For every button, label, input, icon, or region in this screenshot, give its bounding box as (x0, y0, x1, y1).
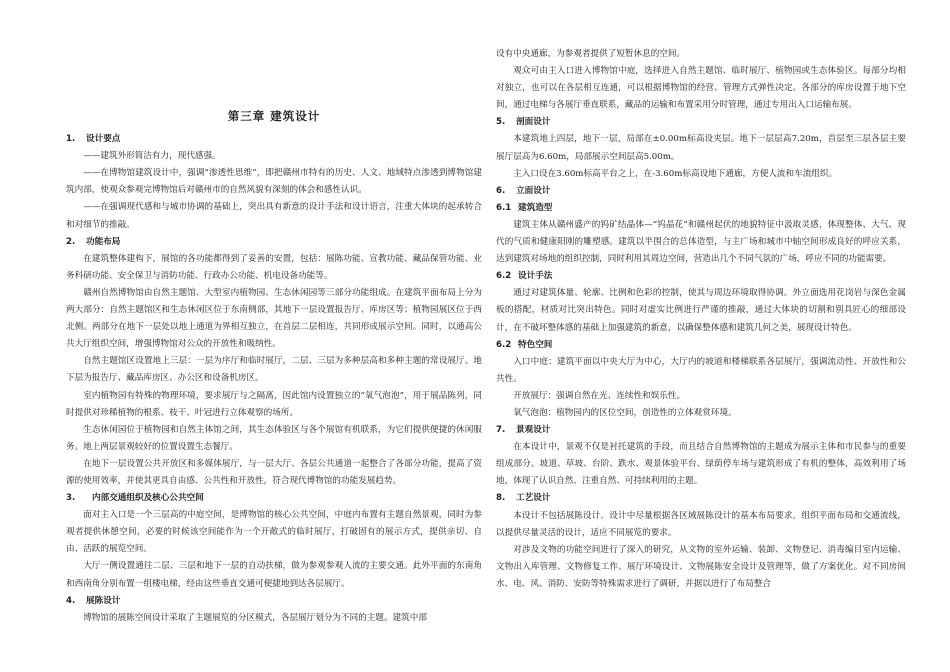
section-heading-2: 2. 功能布局 (66, 236, 121, 247)
paragraph: 观众可由主入口进入博物馆中庭，选择进入自然主题馆、临时展厅、植物园或生态体验区。每部分均相对独立，也可以在各层相互连通，可以根据博物馆的经营、管理方式弹性决定。各部分的库房设置于地下空间，通过电梯与各展厅垂直联系，藏品的运输和布置采用分时管理，通过专用出入口运输布展。 (496, 66, 906, 111)
section-heading-6-2: 6.2 设计手法 (496, 271, 553, 282)
paragraph: 主入口设在3.60m标高平台之上，在-3.60m标高设地下通廊，方便人流和车流组织。 (513, 168, 838, 179)
paragraph: 对涉及文物的功能空间进行了深入的研究，从文物的室外运输、装卸、文物登记、消毒编目室内运输、文物出入库管理、文物修复工作、展厅环境设计、文物展陈安全设计及管理等，做了方案优化。对不同房间水、电、风、消防、安防等特殊需求进行了调研，并据以进行了布局整合 (496, 544, 906, 589)
paragraph: 开放展厅：强调自然在光、连续性和娱乐性。 (513, 390, 686, 401)
section-heading-6-1: 6.1 建筑造型 (496, 202, 553, 213)
section-heading-8: 8. 工艺设计 (496, 493, 551, 504)
paragraph: 本建筑地上四层，地下一层，局部在±0.00m标高设夹层。地下一层层高7.20m，首层至三层各层主要展厅层高为6.60m，局部展示空间层高5.00m。 (496, 134, 906, 162)
paragraph: 氧气泡泡：植物园内的区位空间，创造性的立体观赏环境。 (513, 407, 737, 418)
section-heading-6-3: 6.2 特色空间 (496, 339, 553, 350)
paragraph: 博物馆的展陈空间设计采取了主题展览的分区模式，各层展厅划分为不同的主题。建筑中部 (83, 612, 427, 623)
section-heading-6: 6. 立面设计 (496, 185, 551, 196)
paragraph-continued: 设有中央通廊，为参观者提供了短暂休息的空间。 (496, 49, 686, 59)
paragraph: ——建筑外形简洁有力，现代感强。 (83, 151, 221, 162)
paragraph: 建筑主体从赣州盛产的钨矿结晶体—“钨晶花”和赣州起伏的地貌特征中汲取灵感，体现整体、大气、现代的气质和健康阳刚的雕塑感。建筑以半围合的总体造型，与主广场和城市中轴空间形成良好的呼应关系，达到建筑对场地的组织控制，同时利用其周边空间，营造出几个不同气氛的广场，呼应不同的功能需要。 (496, 219, 906, 265)
section-heading-3: 3. 内部交通组织及核心公共空间 (66, 493, 204, 504)
section-heading-4: 4. 展陈设计 (66, 595, 121, 606)
section-heading-5: 5. 剖面设计 (496, 117, 551, 128)
paragraph: 入口中庭：建筑平面以中央大厅为中心，大厅内的坡道和楼梯联系各层展厅，强调流动性、开放性和公共性。 (496, 356, 906, 384)
paragraph: 在建筑整体建构下，展馆的各功能都得到了妥善的安置，包括：展陈功能、宣教功能、藏品保管功能、业务科研功能、安全保卫与消防功能、行政办公功能、机电设备功能等。 (66, 253, 482, 281)
chapter-title: 第三章 建筑设计 (227, 109, 321, 123)
paragraph: 室内植物园有特殊的物理环境，要求展厅与之隔离，因此馆内设置独立的“氧气泡泡”，用于展品陈列，同时提供对珍稀植物的根系、枝干、叶冠进行立体观察的场所。 (66, 390, 482, 418)
paragraph: 赣州自然博物馆由自然主题馆、大型室内植物园、生态休闲园等三部分功能组成。在建筑平面布局上分为两大部分：自然主题馆区和生态休闲区位于东南侧部，其地下一层设置报告厅、库房区等；植物园展区位于西北侧。两部分在地下一层处以地上通道为界相互独立，在首层二层相连，共同形成展示空间。同时，以通高公共大厅组织空间，增强博物馆对公众的开放性和吸纳性。 (66, 287, 482, 350)
paragraph: 大厅一侧设置通往二层、三层和地下一层的自动扶梯，做为参观参观人流的主要交通。此外平面的东南角和西南角分别布置一组楼电梯，经由这些垂直交通可便捷地到达各层展厅。 (66, 561, 482, 589)
paragraph: 在本设计中，景观不仅是衬托建筑的手段，而且结合自然博物馆的主题成为展示主体和市民参与的重要组成部分。坡道、草坡、台阶、跌水、观景体验平台、绿荫停车场与建筑形成了有机的整体，高效利用了场地，体现了认识自然、注重自然、可持续利用的主题。 (496, 442, 906, 487)
left-column (66, 108, 482, 627)
section-heading-1: 1. 设计要点 (66, 134, 121, 145)
paragraph: ——在强调现代感和与城市协调的基础上，突出具有新意的设计手法和设计语言，注重大体块的起承转合和对细节的推敲。 (66, 202, 482, 230)
paragraph: 本设计不包括展陈设计。设计中尽量根据各区域展陈设计的基本布局要求，组织平面布局和交通流线，以提供尽量灵活的设计，适应不同展览的要求。 (496, 510, 906, 538)
paragraph: 在地下一层设置公共开放区和多媒体展厅，与一层大厅、各层公共通道一起整合了各部分功能，提高了资源的使用效率，并使其更具自由感、公共性和开放性，符合现代博物馆的功能发展趋势。 (66, 458, 482, 486)
paragraph: 自然主题馆区设置地上三层：一层为序厅和临时展厅，二层、三层为多种层高和多种主题的常设展厅。地下层为报告厅、藏品库房区、办公区和设备机房区。 (66, 356, 482, 384)
paragraph: 面对主入口是一个三层高的中庭空间，是博物馆的核心公共空间，中庭内布置有主题自然景观，同时为参观者提供休憩空间，必要的时候该空间能作为一个开敞式的临时展厅，打破固有的展示方式，提供亲切、自由、活跃的展览空间。 (66, 510, 482, 555)
paragraph: 生态休闲园位于植物园和自然主体馆之间，其生态体验区与各个展馆有机联系，为它们提供便捷的休闲服务。地上两层景观较好的位置设置生态餐厅。 (66, 424, 482, 452)
paragraph: ——在博物馆建筑设计中，强调“渗透性思维”，即把赣州市特有的历史、人文、地域特点渗透到博物馆建筑内部，使观众参观完博物馆后对赣州市的自然风貌有深刻的体会和感性认识。 (66, 168, 482, 196)
section-heading-7: 7. 景观设计 (496, 425, 551, 436)
paragraph: 通过对建筑体量、轮廓、比例和色彩的控制，使其与周边环境取得协调。外立面选用花岗岩与深色金属板的搭配，材质对比突出特色。同时对虚实比例进行严谨的推敲，通过大体块的切割和别具匠心的细部设计，在不破坏整体感的基础上加强建筑的新意，以确保整体感和建筑几何之美，展现设计特色。 (496, 288, 906, 333)
right-column (496, 46, 906, 593)
